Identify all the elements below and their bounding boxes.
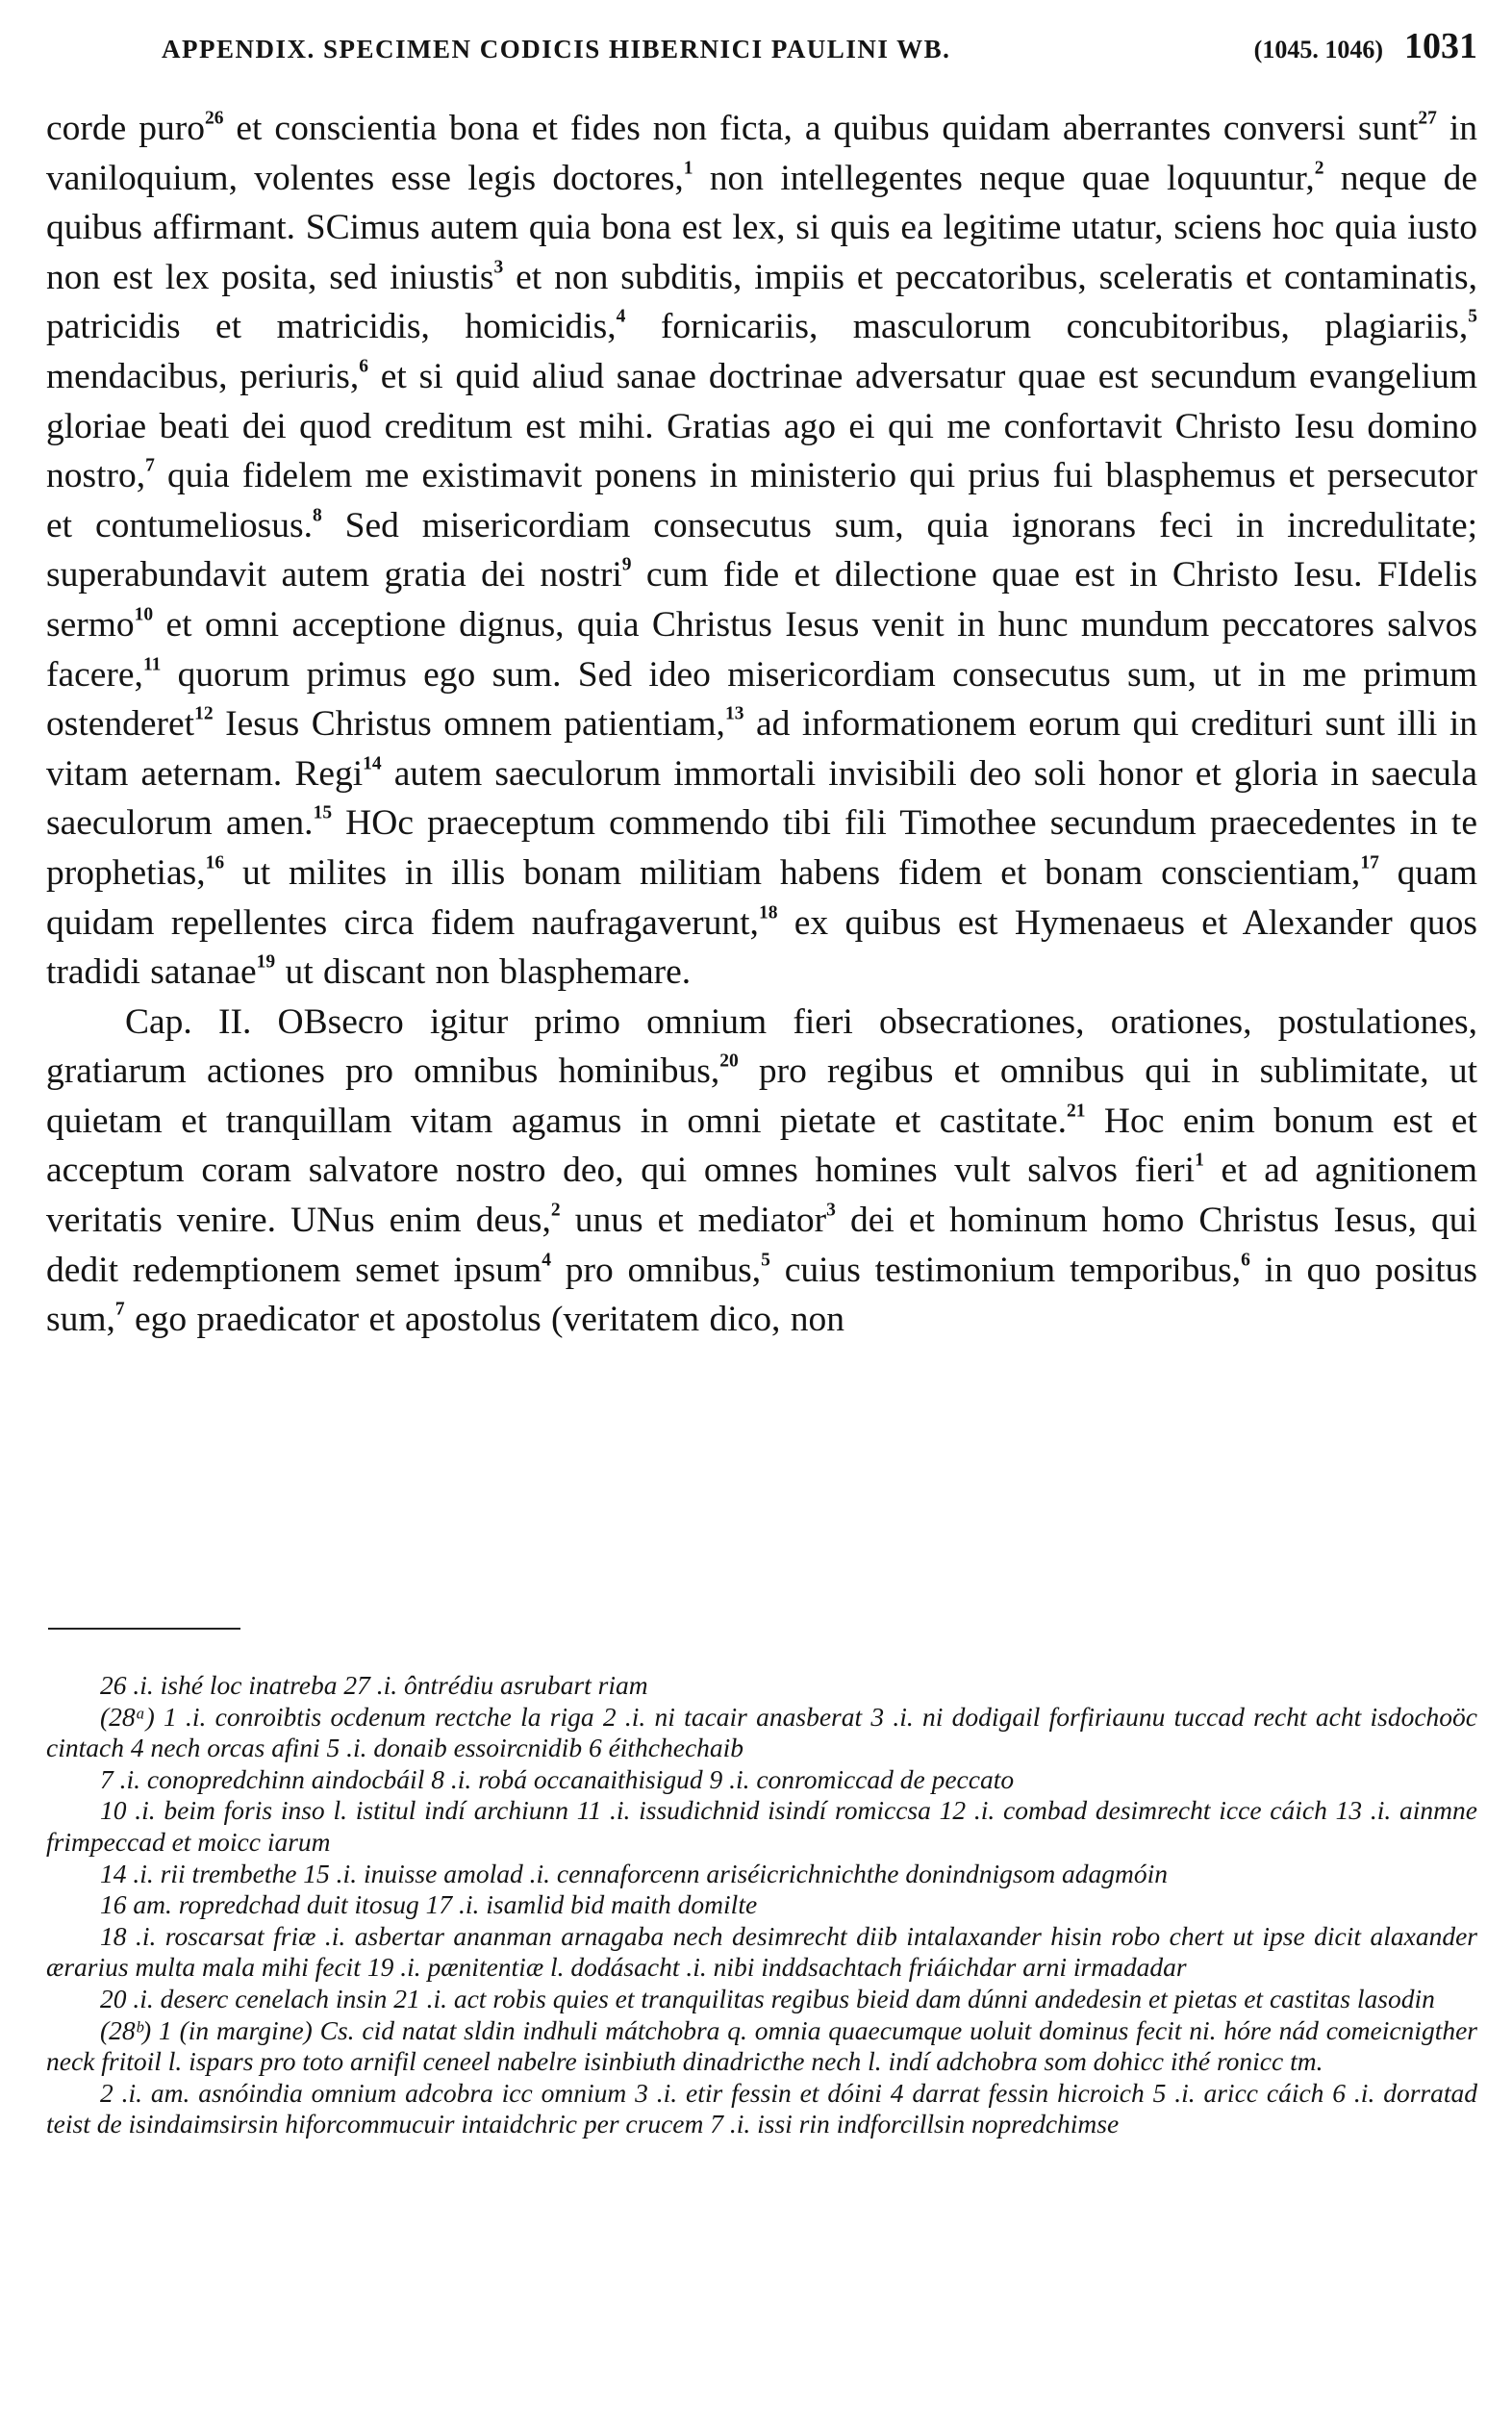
header-title: APPENDIX. SPECIMEN CODICIS HIBERNICI PAULINI WB. (162, 35, 951, 63)
footnote-reference: 5 (1468, 306, 1477, 327)
text-run: Hoc enim bonum est et acceptum coram salvatore nostro deo, qui omnes homines vult salvos fieri (46, 1101, 1477, 1191)
footnote-line: 10 .i. beim foris inso l. istitul indí archiunn 11 .i. issudichnid isindí romiccsa 12 .i. combad desimrecht icce cáich 13 .i. ainmne frimpeccad et moicc iarum (46, 1795, 1477, 1857)
footnote-reference: 9 (621, 554, 632, 575)
text-run: ad informationem eorum qui credituri sunt illi in vitam aeternam. Regi (46, 704, 1477, 794)
text-run: non intellegentes neque quae loquuntur, (693, 158, 1315, 198)
footnote-reference: 26 (204, 108, 224, 129)
text-run: quorum primus ego sum. Sed ideo misericordiam consecutus sum, ut in me primum ostenderet (46, 654, 1477, 745)
text-run: neque de quibus affirmant. SCimus autem quia bona est lex, si quis ea legitime utatur, sciens hoc quia iusto non est lex posita, sed iniustis (46, 158, 1477, 297)
footnote-reference: 20 (719, 1050, 739, 1072)
footnote-line: 7 .i. conopredchinn aindocbáil 8 .i. robá occanaithisigud 9 .i. conromiccad de peccato (100, 1763, 1015, 1794)
header-column-numbers: (1045. 1046) (1253, 36, 1383, 63)
text-run: pro omnibus, (550, 1250, 762, 1290)
text-run: autem saeculorum immortali invisibili deo soli honor et gloria in saecula saeculorum amen. (46, 753, 1477, 844)
text-run: corde puro (46, 109, 205, 148)
footnote-reference: 5 (761, 1250, 770, 1271)
text-run: ego praedicator et apostolus (veritatem dico, non (124, 1300, 845, 1340)
footnote-reference: 17 (1360, 852, 1379, 873)
footnote-reference: 6 (359, 356, 368, 377)
text-run: pro regibus et omnibus qui in sublimitate, ut quietam et tranquillam vitam agamus in omni pietate et castitate. (46, 1051, 1477, 1141)
footnote-reference: 4 (616, 306, 626, 327)
footnote-reference: 4 (542, 1250, 551, 1271)
footnote-line: 14 .i. rii trembethe 15 .i. inuisse amolad .i. cennaforcenn ariséicrichnichthe donindnigsom adagmóin (100, 1858, 1169, 1888)
footnote-divider (48, 1628, 240, 1630)
footnote-reference: 19 (256, 951, 276, 973)
footnote-reference: 6 (1241, 1250, 1250, 1271)
text-run: in vaniloquium, volentes esse legis doctores, (46, 109, 1478, 198)
text-run: Iesus Christus omnem patientiam, (213, 704, 725, 745)
footnote-line: 16 am. ropredchad duit itosug 17 .i. isamlid bid maith domilte (100, 1889, 758, 1920)
footnote-line: 26 .i. ishé loc inatreba 27 .i. ôntrédiu asrubart riam (100, 1670, 648, 1700)
text-run: et omni acceptione dignus, quia Christus Iesus venit in hunc mundum peccatores salvos facere, (46, 604, 1477, 695)
text-run: ut milites in illis bonam militiam habens fidem et bonam conscientiam, (224, 852, 1361, 893)
running-header (162, 25, 1477, 83)
footnote-reference: 11 (142, 653, 162, 674)
text-run: dei et hominum homo Christus Iesus, qui dedit redemptionem semet ipsum (46, 1201, 1477, 1290)
footnote-line: 18 .i. roscarsat friæ .i. asbertar ananman arnagaba nech desimrecht diib intalaxander hisin robo chert ut ipse dicit alaxander ærarius multa mala mihi fecit 19 .i. pænitentiæ l. dodásacht .i. nibi inddsachtach friáichdar arni irmadadar (46, 1920, 1477, 1983)
text-run: Cap. II. OBsecro igitur primo omnium fieri obsecrationes, orationes, postulationes, gratiarum actiones pro omnibus hominibus, (46, 1001, 1477, 1092)
footnote-reference: 3 (826, 1200, 836, 1221)
text-run: mendacibus, periuris, (46, 356, 360, 396)
page-number: 1031 (1404, 26, 1477, 66)
text-run: Sed misericordiam consecutus sum, quia ignorans feci in incredulitate; superabundavit autem gratia dei nostri (46, 505, 1478, 595)
footnote-reference: 2 (1314, 158, 1324, 179)
footnote-reference: 16 (205, 852, 225, 873)
text-run: ex quibus est Hymenaeus et Alexander quos tradidi satanae (46, 902, 1477, 993)
document-page (46, 0, 1477, 2430)
footnote-reference: 7 (145, 455, 155, 476)
text-run: cuius testimonium temporibus, (769, 1250, 1242, 1290)
footnote-reference: 15 (313, 802, 333, 823)
text-run: in quo positus sum, (46, 1250, 1477, 1340)
footnote-reference: 1 (683, 158, 693, 179)
footnote-reference: 13 (724, 703, 744, 724)
footnote-reference: 8 (313, 505, 322, 526)
text-run: et conscientia bona et fides non ficta, a quibus quidam aberrantes conversi sunt (223, 109, 1419, 148)
footnote-reference: 7 (114, 1299, 125, 1320)
text-run: quia fidelem me existimavit ponens in ministerio qui prius fui blasphemus et persecutor et contumeliosus. (46, 456, 1477, 545)
footnote-reference: 1 (1195, 1150, 1204, 1171)
main-paragraph-chapter-2 (46, 998, 1477, 1345)
footnote-line: 20 .i. deserc cenelach insin 21 .i. act robis quies et tranquilitas regibus bieid dam dúnni andedesin et pietas et castitas lasodin (100, 1983, 1435, 2013)
main-paragraph-1 (46, 104, 1477, 998)
text-run: et ad agnitionem veritatis venire. UNus enim deus, (46, 1151, 1477, 1241)
footnote-reference: 27 (1418, 108, 1437, 129)
text-run: fornicariis, masculorum concubitoribus, plagiariis, (625, 307, 1469, 347)
footnote-reference: 14 (363, 753, 382, 774)
text-run: ut discant non blasphemare. (275, 952, 692, 993)
main-text (46, 104, 1477, 1345)
footnote-reference: 2 (550, 1200, 561, 1221)
text-run: cum fide et dilectione quae est in Christo Iesu. FIdelis sermo (46, 555, 1477, 645)
footnotes-glosses (46, 1670, 1477, 2140)
footnote-line: (28ᵃ) 1 .i. conroibtis ocdenum rectche la riga 2 .i. ni tacair anasberat 3 .i. ni dodigail forfiriaunu tuccad recht acht isdochoöc cintach 4 nech orcas afini 5 .i. donaib essoircnidib 6 éithchechaib (46, 1701, 1477, 1763)
text-run: quam quidam repellentes circa fidem naufragaverunt, (46, 852, 1477, 943)
text-run: et non subditis, impiis et peccatoribus, sceleratis et contaminatis, patricidis et matricidis, homicidis, (46, 257, 1477, 347)
text-run: unus et mediator (560, 1201, 827, 1241)
footnote-line: (28ᵇ) 1 (in margine) Cs. cid natat sldin indhuli mátchobra q. omnia quaecumque uoluit dominus fecit ni. hóre nád comeicnigther neck fritoil l. ispars pro toto arnifil ceneel nabelre isinbiuth dinadricthe nech l. indí adchobra som dohicc ithé ronicc tm. (46, 2014, 1477, 2077)
text-run: et si quid aliud sanae doctrinae adversatur quae est secundum evangelium gloriae beati dei quod creditum est mihi. Gratias ago ei qui me confortavit Christo Iesu domino nostro, (46, 356, 1477, 496)
footnote-reference: 18 (758, 901, 778, 923)
footnote-reference: 21 (1067, 1101, 1086, 1122)
text-run: HOc praeceptum commendo tibi fili Timothee secundum praecedentes in te prophetias, (46, 803, 1477, 893)
footnote-reference: 12 (194, 703, 214, 724)
footnote-line: 2 .i. am. asnóindia omnium adcobra icc omnium 3 .i. etir fessin et dóini 4 darrat fessin hicroich 5 .i. aricc cáich 6 .i. dorratad teist de isindaimsirsin hiforcommucuir intaidchric per crucem 7 .i. issi rin indforcillsin nopredchimse (46, 2077, 1477, 2139)
footnote-reference: 3 (493, 257, 504, 278)
footnote-reference: 10 (134, 604, 154, 625)
